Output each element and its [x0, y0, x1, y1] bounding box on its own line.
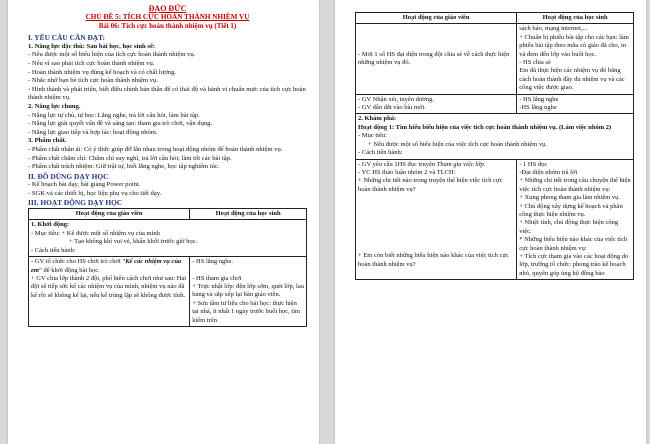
text-line: - HS lắng nghe	[519, 95, 559, 103]
text-line: - Năng lực tự chủ, tự học: Lắng nghe, trả lời câu hỏi, làm bài tập.	[28, 111, 200, 119]
text-line: - YC HS thảo luận nhóm 2 và TLCH:	[358, 168, 456, 176]
text-line: sách báo, mạng internet,...	[519, 25, 588, 33]
text-line: Em đã thực hiện các nhiệm vụ đó bằng cách hoàn thành đầy đủ nhiệm vụ và các công việc được giao.	[519, 67, 625, 92]
document-page-right	[335, 0, 646, 444]
table-row	[29, 220, 307, 257]
text-line: - Nêu được một số biểu hiện của tích cực hoàn thành nhiệm vụ.	[28, 51, 196, 59]
text-line: + Nhiệt tình, chủ động thực hiện công việc.	[519, 219, 619, 235]
activity-title: Hoạt động 1: Tìm hiểu biểu hiện của việc tích cực hoàn thành nhiệm vụ. (Làm việc nhóm 2)	[358, 123, 612, 131]
table-cell-student	[517, 94, 634, 114]
text-line: - GV tổ chức cho HS chơi trò chơi “	[31, 258, 126, 266]
text-line: - Mục tiêu:	[358, 132, 387, 140]
game-name: Kể các nhiệm vụ của em	[31, 258, 182, 274]
text-line: - Nêu vì sao phải tích cực hoàn thành nhiệm vụ.	[28, 59, 155, 67]
text-line: - GV yêu cầu 1HS đọc truyện	[358, 160, 437, 168]
text-line: - Hình thành và phát triển, biết điều chỉnh bản thân để có thái độ và hành vi chuẩn mực của tích cực hoàn thành nhiệm vụ.	[28, 85, 306, 102]
document-page-left	[8, 0, 319, 444]
text-line: - Phẩm chất nhân ái: Có ý thức giúp đỡ lẫn nhau trong hoạt động nhóm để hoàn thành nhiệm vụ.	[28, 145, 283, 153]
activity-heading: 1. Khởi động:	[31, 221, 70, 229]
activity-table	[28, 208, 307, 327]
table-header-student: Hoạt động của học sinh	[517, 13, 634, 24]
section-heading: I. YÊU CẦU CẦN ĐẠT:	[28, 33, 105, 43]
text-line: - Phẩm chất trách nhiệm: Giữ trật tự, biết lắng nghe, học tập nghiêm túc.	[28, 163, 220, 171]
table-header-teacher: Hoạt động của giáo viên	[29, 209, 190, 220]
topic-title: CHỦ ĐỀ 5: TÍCH CỰC HOÀN THÀNH NHIỆM VỤ	[85, 13, 250, 21]
table-cell-teacher	[356, 24, 517, 94]
text-line: - Nhắc nhở bạn bè tích cực hoàn thành nhiệm vụ.	[28, 77, 158, 85]
text-line: - 1 HS đọc	[519, 160, 548, 168]
text-line: - HS chia sẻ	[519, 59, 551, 67]
text-line: + Những chi tiết trong câu chuyện thể hiện việc tích cực hoàn thành nhiệm vụ:	[519, 177, 631, 193]
text-line: + Chủ động xây dựng kế hoạch và phân công thực hiện nhiệm vụ.	[519, 202, 623, 218]
text-line: + Xung phong tham gia làm nhiệm vụ.	[519, 194, 621, 202]
doc-title: ĐẠO ĐỨC	[148, 4, 187, 13]
text-line: - Cách tiến hành:	[31, 246, 76, 254]
subsection-heading: 3. Phẩm chất.	[28, 137, 67, 145]
subsection-heading: 1. Năng lực đặc thù: Sau bài học, học sinh sẽ:	[28, 42, 156, 50]
section-heading: II. ĐỒ DÙNG DẠY HỌC	[28, 171, 109, 181]
table-cell-student	[517, 24, 634, 94]
table-cell-student	[190, 257, 307, 327]
activity-table	[355, 12, 634, 280]
text-line: + Trực nhật lớp: đến lớp sớm, quét lớp, lau bảng và sắp xếp lại bàn giáo viên.	[192, 282, 304, 299]
text-line: - Mục tiêu: + Kể được một số nhiệm vụ của mình	[31, 229, 160, 237]
subsection-heading: 2. Năng lực chung.	[28, 102, 81, 110]
text-line: - HS lắng nghe.	[192, 258, 234, 266]
table-cell-student	[517, 159, 634, 280]
text-line: -HS lắng nghe	[519, 104, 557, 112]
text-line: - Kế hoạch bài dạy, bài giảng Power point.	[28, 181, 141, 189]
text-line: + Chuẩn bị phiếu bài tập cho các bạn: làm phiếu bài tập theo mẫu cô giáo đã cho, in và đem đến lớp vào buổi học.	[519, 33, 629, 58]
text-line: + Những chi tiết nào trong truyện thể hiện việc tích cực hoàn thành nhiệm vụ?	[358, 177, 503, 193]
text-line: - Năng lực giải quyết vấn đề và sáng tạo: tham gia trò chơi, vận dụng.	[28, 120, 213, 128]
text-line: + Em còn biết những biểu hiện nào khác của việc tích cực hoàn thành nhiệm vụ?	[358, 252, 509, 268]
text-line: - Mời 1 số HS đại diện trong đội chia sẻ về cách thực hiện những nhiệm vụ đó.	[358, 50, 510, 67]
text-line: * Những biểu hiện nào khác của việc tích cực hoàn thành nhiệm vụ:	[519, 236, 628, 252]
text-line: - Hoàn thành nhiệm vụ đúng kế hoạch và có chất lượng.	[28, 68, 177, 76]
table-row	[356, 114, 634, 159]
text-line: + Nêu được một số biểu hiện của việc tích cực hoàn thành nhiệm vụ.	[368, 140, 547, 148]
text-line: - Phẩm chất chăm chỉ: Chăm chỉ suy nghĩ, trả lời câu hỏi; làm tốt các bài tập.	[28, 154, 232, 162]
table-header-student: Hoạt động của học sinh	[190, 209, 307, 220]
text-line: + Sưu tầm tư liệu cho bài học: thực hiện tại nhà, ít nhất 1 ngày trước buổi học, tìm kiếm trên	[192, 299, 301, 324]
text-line: -Đại diện nhóm trả lời	[519, 168, 578, 176]
story-title: Tham gia việc lớp.	[436, 160, 486, 168]
table-cell-teacher	[29, 257, 190, 327]
lesson-title: Bài 06: Tích cực hoàn thành nhiệm vụ (Tiết 1)	[98, 21, 237, 30]
activity-heading: 2. Khám phá:	[358, 115, 397, 123]
text-line: + Tích cực tham gia vào các hoạt động do lớp, trường tổ chức: phong trào kế hoạch nhỏ, quyên góp ủng hộ đồng bào	[519, 252, 629, 277]
text-line: - SGK và các thiết bị, học liệu phụ vụ cho tiết dạy.	[28, 189, 162, 197]
section-heading: III. HOẠT ĐỘNG DẠY HỌC	[28, 198, 123, 208]
text-line: - Năng lực giao tiếp và hợp tác: hoạt động nhóm.	[28, 128, 158, 136]
text-line: - GV Nhận xét, tuyên dương.	[358, 95, 434, 103]
text-line: - GV dẫn dắt vào bài mới.	[358, 104, 426, 112]
text-line: + Tạo không khí vui vẻ, khấn khởi trước giờ học.	[69, 238, 198, 246]
table-cell-teacher	[356, 94, 517, 114]
text-line: - Cách tiến hành:	[358, 149, 403, 157]
table-cell-teacher	[356, 159, 517, 280]
text-line: ” để khởi động bài học.	[38, 266, 100, 274]
table-header-teacher: Hoạt động của giáo viên	[356, 13, 517, 24]
text-line: - HS tham gia chơi	[192, 274, 242, 282]
text-line: + GV chia lớp thành 2 đội, phổ biến cách chơi như sau: Hai đội sẽ tiếp sức kể các nhiệm vụ của mình, nhiệm vụ nào đã kể rồi sẽ không kể lại, nếu kể trùng lặp sẽ không được tính.	[31, 274, 187, 299]
